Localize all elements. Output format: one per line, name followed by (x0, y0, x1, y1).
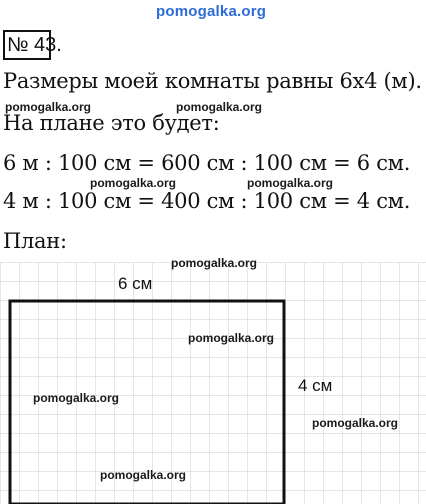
text-line-calc-6m: 6 м : 100 см = 600 см : 100 см = 6 см. (3, 151, 411, 175)
task-number: № 43. (3, 30, 51, 60)
watermark: pomogalka.org (312, 416, 399, 430)
watermark: pomogalka.org (188, 331, 275, 345)
text-line-plan: План: (3, 229, 67, 253)
watermark-top: pomogalka.org (156, 3, 267, 20)
text-line-calc-4m: 4 м : 100 см = 400 см : 100 см = 4 см. (3, 189, 411, 213)
watermark: pomogalka.org (247, 176, 334, 190)
watermark: pomogalka.org (90, 176, 177, 190)
watermark: pomogalka.org (171, 256, 258, 270)
watermark: pomogalka.org (176, 100, 263, 114)
plan-grid (0, 262, 426, 504)
watermark: pomogalka.org (33, 391, 120, 405)
plan-height-label: 4 см (298, 376, 333, 395)
grid-background (0, 262, 426, 504)
text-line-room-size: Размеры моей комнаты равны 6x4 (м). (3, 69, 422, 93)
text-line-on-plan: На плане это будет: (3, 111, 220, 135)
plan-width-label: 6 см (118, 274, 153, 293)
plan-drawing (0, 262, 426, 504)
watermark: pomogalka.org (100, 468, 187, 482)
watermark: pomogalka.org (5, 100, 92, 114)
